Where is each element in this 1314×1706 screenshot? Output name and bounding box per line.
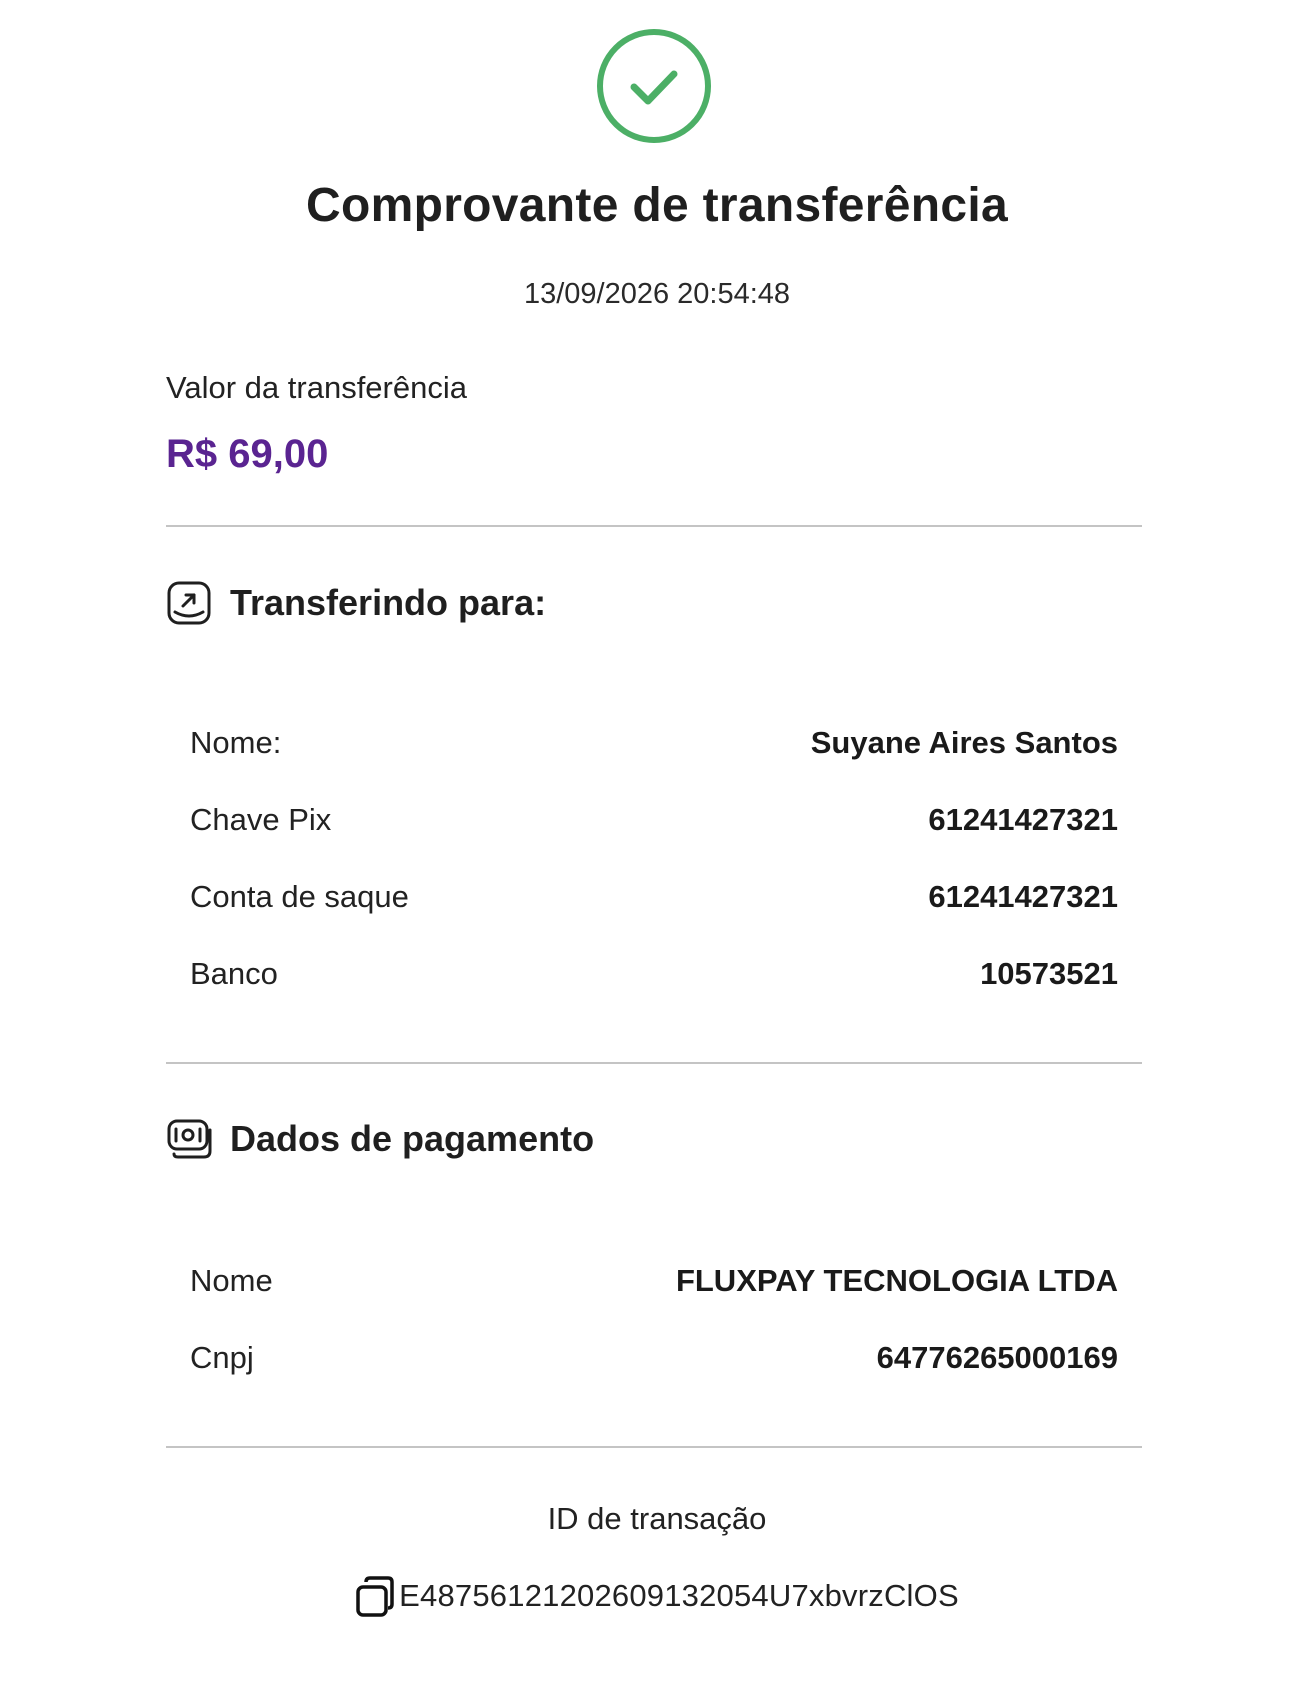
money-bills-icon [166, 1116, 212, 1162]
row-value: Suyane Aires Santos [810, 725, 1118, 760]
recipient-heading: Transferindo para: [230, 582, 547, 623]
divider [166, 1446, 1142, 1448]
recipient-row-pix-key [190, 802, 1118, 838]
row-label: Cnpj [190, 1340, 254, 1375]
transfer-arrow-icon [166, 580, 212, 626]
payment-heading: Dados de pagamento [230, 1118, 595, 1159]
payment-row-name [190, 1263, 1118, 1299]
divider [166, 1062, 1142, 1064]
payment-row-cnpj [190, 1340, 1118, 1376]
row-label: Nome: [190, 725, 282, 760]
amount-value: R$ 69,00 [166, 432, 329, 476]
row-value: 64776265000169 [876, 1340, 1118, 1375]
recipient-row-name [190, 725, 1118, 761]
page-title: Comprovante de transferência [306, 179, 1008, 232]
row-value: 61241427321 [928, 879, 1118, 914]
transaction-id-value[interactable]: E48756121202609132054U7xbvrzClOS [399, 1578, 959, 1613]
row-label: Chave Pix [190, 802, 332, 837]
copy-icon[interactable] [355, 1574, 395, 1618]
transaction-id-label: ID de transação [547, 1501, 767, 1536]
receipt-datetime: 13/09/2026 20:54:48 [523, 278, 791, 310]
divider [166, 525, 1142, 527]
row-label: Banco [190, 956, 278, 991]
check-circle-icon [596, 28, 712, 144]
recipient-section-header [166, 580, 546, 626]
row-value: 61241427321 [928, 802, 1118, 837]
transaction-id-row [0, 1574, 1314, 1618]
payment-section-header [166, 1116, 594, 1162]
amount-label: Valor da transferência [166, 370, 467, 405]
row-label: Conta de saque [190, 879, 409, 914]
recipient-row-account [190, 879, 1118, 915]
recipient-row-bank [190, 956, 1118, 992]
row-value: 10573521 [980, 956, 1118, 991]
row-value: FLUXPAY TECNOLOGIA LTDA [675, 1263, 1118, 1298]
row-label: Nome [190, 1263, 273, 1298]
